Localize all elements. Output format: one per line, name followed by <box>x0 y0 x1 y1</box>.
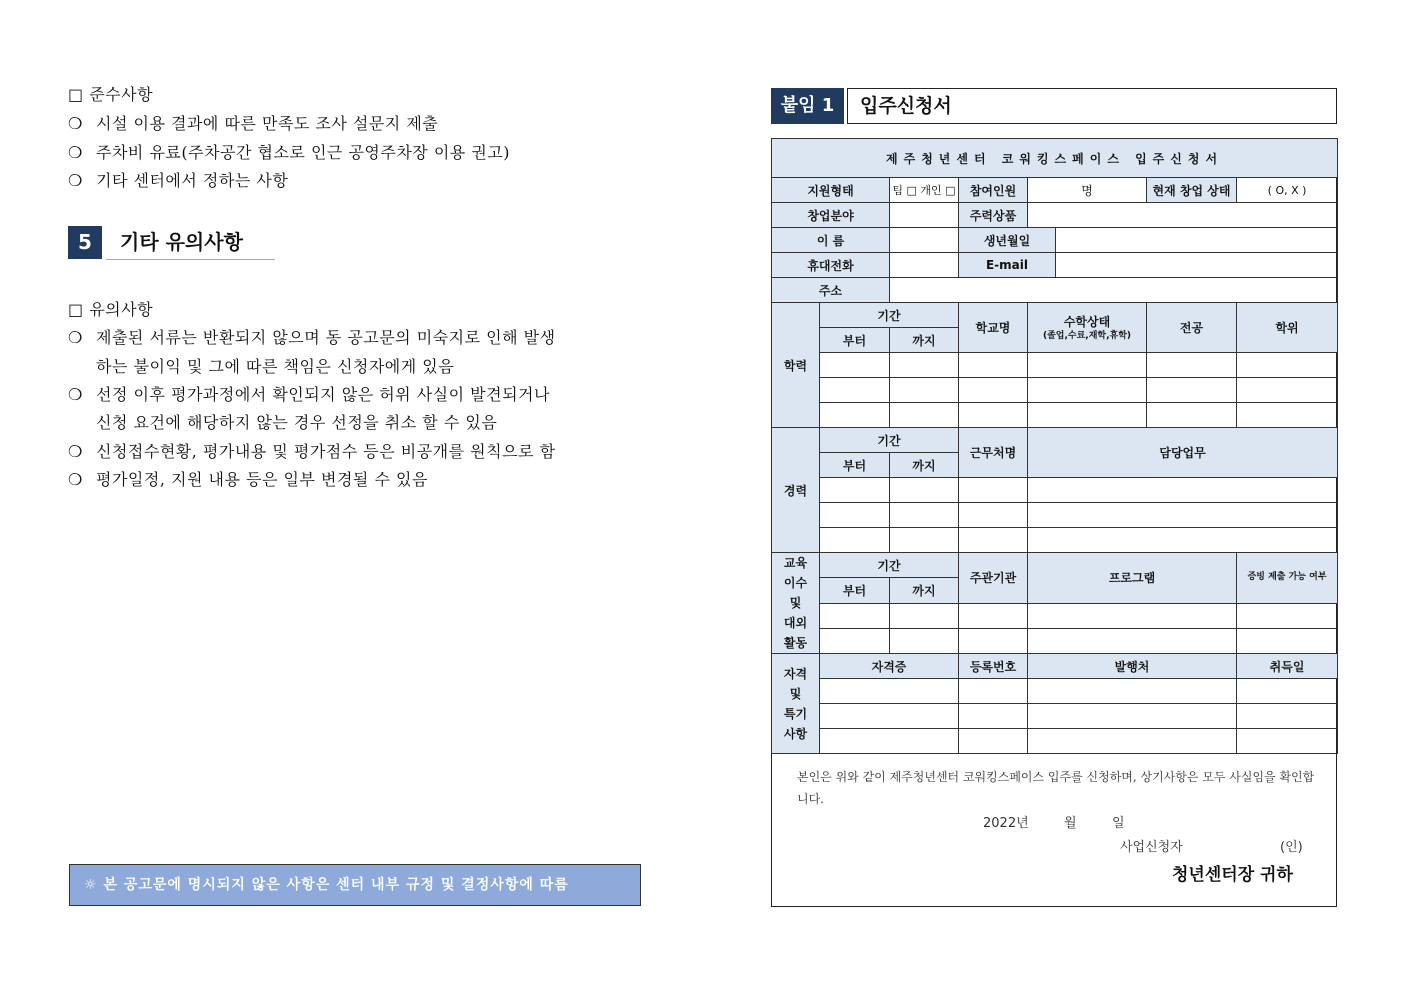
address-label: 주소 <box>772 278 890 303</box>
startup-status-label: 현재 창업 상태 <box>1147 178 1237 203</box>
school-header: 학교명 <box>959 303 1028 353</box>
table-row <box>772 628 1338 653</box>
company-header: 근무처명 <box>959 428 1028 478</box>
table-row <box>772 603 1338 628</box>
list-item: ❍ 시설 이용 결과에 따른 만족도 조사 설문지 제출 <box>68 114 439 133</box>
degree-header: 학위 <box>1237 303 1338 353</box>
table-row <box>772 378 1338 403</box>
circle-bullet-icon: ❍ <box>68 114 83 133</box>
table-row <box>772 528 1338 553</box>
table-row <box>772 729 1338 754</box>
reg-no-header: 등록번호 <box>959 654 1028 679</box>
name-input[interactable] <box>890 228 959 253</box>
product-label: 주력상품 <box>959 203 1028 228</box>
status-header: 수학상태 (졸업,수료,재학,휴학) <box>1028 303 1147 353</box>
field-label: 창업분야 <box>772 203 890 228</box>
table-row <box>772 679 1338 704</box>
circle-bullet-icon: ❍ <box>68 470 83 489</box>
list-item: ❍ 신청접수현황, 평가내용 및 평가점수 등은 비공개를 원칙으로 함 <box>68 442 556 461</box>
list-item: ❍ 주차비 유료(주차공간 협소로 인근 공영주차장 이용 권고) <box>68 143 510 162</box>
circle-bullet-icon: ❍ <box>68 442 83 461</box>
table-row <box>772 503 1338 528</box>
list-item: ❍ 기타 센터에서 정하는 사항 <box>68 171 289 190</box>
from-header: 부터 <box>820 328 890 353</box>
major-header: 전공 <box>1147 303 1237 353</box>
from-header: 부터 <box>820 453 890 478</box>
table-row <box>772 403 1338 428</box>
cert-header: 자격증 <box>820 654 959 679</box>
list-item: ❍ 평가일정, 지원 내용 등은 일부 변경될 수 있음 <box>68 470 428 489</box>
caution-heading: □ 유의사항 <box>68 300 154 319</box>
period-header: 기간 <box>820 428 959 453</box>
attachment-label: 붙임 1 <box>771 88 844 124</box>
to-header: 까지 <box>890 328 959 353</box>
proof-header: 증빙 제출 가능 여부 <box>1237 553 1338 604</box>
issuer-header: 발행처 <box>1028 654 1237 679</box>
section-title: 기타 유의사항 <box>120 230 243 254</box>
list-item: ❍ 선정 이후 평가과정에서 확인되지 않은 허위 사실이 발견되거나 <box>68 385 550 404</box>
circle-bullet-icon: ❍ <box>68 328 83 347</box>
list-item-continued: 신청 요건에 해당하지 않는 경우 선정을 취소 할 수 있음 <box>96 413 498 432</box>
to-header: 까지 <box>890 578 959 603</box>
list-item-continued: 하는 불이익 및 그에 따른 책임은 신청자에게 있음 <box>96 357 455 376</box>
list-item: ❍ 제출된 서류는 반환되지 않으며 동 공고문의 미숙지로 인해 발생 <box>68 328 556 347</box>
from-header: 부터 <box>820 578 890 603</box>
applicant-label: 사업신청자 <box>1120 840 1183 855</box>
participants-field[interactable]: 명 <box>1028 178 1147 203</box>
program-header: 프로그램 <box>1028 553 1237 604</box>
table-row <box>772 353 1338 378</box>
status-note: (졸업,수료,재학,휴학) <box>1042 330 1132 341</box>
table-row <box>772 704 1338 729</box>
support-type-label: 지원형태 <box>772 178 890 203</box>
birth-input[interactable] <box>1056 228 1338 253</box>
section-underline <box>106 259 275 260</box>
section-number: 5 <box>68 226 102 259</box>
form-title: 제주청년센터 코워킹스페이스 입주신청서 <box>772 139 1338 178</box>
circle-bullet-icon: ❍ <box>68 171 83 190</box>
birth-label: 생년월일 <box>959 228 1056 253</box>
attachment-title: 입주신청서 <box>847 88 1337 124</box>
notice-banner: ☼ 본 공고문에 명시되지 않은 사항은 센터 내부 규정 및 결정사항에 따름 <box>69 864 641 906</box>
circle-bullet-icon: ❍ <box>68 143 83 162</box>
product-input[interactable] <box>1028 203 1338 228</box>
support-type-checkboxes[interactable]: 팀 □ 개인 □ <box>890 178 959 203</box>
address-input[interactable] <box>890 278 1338 303</box>
activities-label: 교육 이수 및 대외 활동 <box>772 553 820 654</box>
addressee: 청년센터장 귀하 <box>1172 865 1293 885</box>
period-header: 기간 <box>820 553 959 578</box>
organizer-header: 주관기관 <box>959 553 1028 604</box>
education-label: 학력 <box>772 303 820 428</box>
period-header: 기간 <box>820 303 959 328</box>
table-row <box>772 478 1338 503</box>
phone-label: 휴대전화 <box>772 253 890 278</box>
acquired-header: 취득일 <box>1237 654 1338 679</box>
date-month: 월 <box>1064 816 1077 831</box>
to-header: 까지 <box>890 453 959 478</box>
date-day: 일 <box>1112 816 1125 831</box>
career-label: 경력 <box>772 428 820 553</box>
application-form <box>771 138 1338 754</box>
date-year: 2022년 <box>983 816 1029 831</box>
circle-bullet-icon: ❍ <box>68 385 83 404</box>
name-label: 이 름 <box>772 228 890 253</box>
email-label: E-mail <box>959 253 1056 278</box>
email-input[interactable] <box>1056 253 1338 278</box>
compliance-heading: □ 준수사항 <box>68 85 154 104</box>
field-input[interactable] <box>890 203 959 228</box>
duty-header: 담당업무 <box>1028 428 1338 478</box>
startup-status-field[interactable]: ( O, X ) <box>1237 178 1338 203</box>
phone-input[interactable] <box>890 253 959 278</box>
participants-label: 참여인원 <box>959 178 1028 203</box>
seal-label: (인) <box>1280 840 1303 855</box>
declaration-text: 본인은 위와 같이 제주청년센터 코워킹스페이스 입주를 신청하며, 상기사항은 모두 사실임을 확인합니다. <box>797 770 1315 806</box>
certs-label: 자격 및 특기 사항 <box>772 654 820 754</box>
